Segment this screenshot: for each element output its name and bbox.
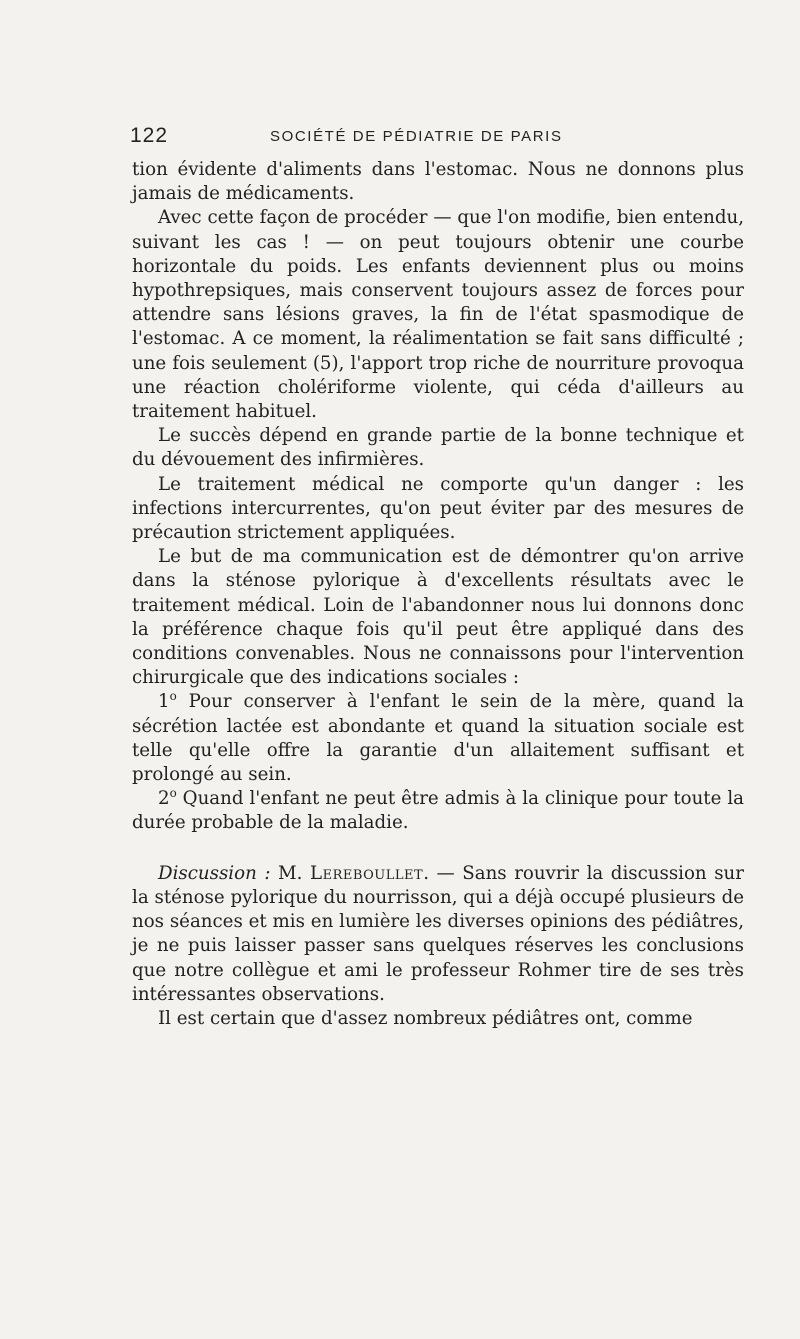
speaker-name: Lereboullet [310,862,424,884]
body-text [132,158,744,1031]
paragraph: Le traitement médical ne comporte qu'un danger : les infections intercurrentes, qu'on peut éviter par des mesures de précaution strictement appliquées. [132,473,744,544]
speaker-prefix: M. [278,862,303,884]
paragraph-continuation: tion évidente d'aliments dans l'estomac. Nous ne donnons plus jamais de médicaments. [132,159,744,205]
list-item-number: 1 [158,691,170,713]
paragraph: Le but de ma communication est de démontrer qu'on arrive dans la sténose pylorique à d'excellents résultats avec le traitement médical. Loin de l'abandonner nous lui donnons donc la préférence chaque fois qu'il peut être appliqué dans des conditions convenables. Nous ne connaissons pour l'intervention chirurgicale que des indications sociales : [132,546,744,689]
list-item [132,787,744,835]
list-item-text: Quand l'enfant ne peut être admis à la clinique pour toute la durée probable de la maladie. [132,788,744,834]
closing-paragraph: Il est certain que d'assez nombreux pédiâtres ont, comme [158,1007,693,1029]
paragraph: Le succès dépend en grande partie de la bonne technique et du dévouement des infirmières. [132,425,744,471]
discussion-label: Discussion : [158,862,271,884]
discussion-paragraph [132,862,744,1007]
page-header [130,124,740,154]
list-item-ordinal: o [169,786,177,801]
paragraph: Avec cette façon de procéder — que l'on modifie, bien entendu, suivant les cas ! — on peut toujours obtenir une courbe horizontale du poids. Les enfants deviennent plus ou moins hypothrepsiques, mais conservent toujours assez de forces pour attendre sans lésions graves, la fin de l'état spasmodique de l'estomac. A ce moment, la réalimentation se fait sans difficulté ; une fois seulement (5), l'apport trop riche de nourriture provoqua une réaction cholériforme violente, qui céda d'ailleurs au traitement habituel. [132,207,744,423]
list-item [132,690,744,787]
list-item-ordinal: o [169,689,177,704]
running-title: SOCIÉTÉ DE PÉDIATRIE DE PARIS [270,128,563,145]
list-item-number: 2 [158,788,170,810]
discussion-text: . — Sans rouvrir la discussion sur la sténose pylorique du nourrisson, qui a déjà occupé plusieurs de nos séances et mis en lumière les diverses opinions des pédiâtres, je ne puis laisser passer sans quelques réserves les conclusions que notre collègue et ami le professeur Rohmer tire de ses très intéressantes observations. [132,862,744,1005]
page-number: 122 [130,124,169,147]
list-item-text: Pour conserver à l'enfant le sein de la mère, quand la sécrétion lactée est abondante et quand la situation sociale est telle qu'elle offre la garantie d'un allaitement suffisant et prolongé au sein. [132,691,744,786]
